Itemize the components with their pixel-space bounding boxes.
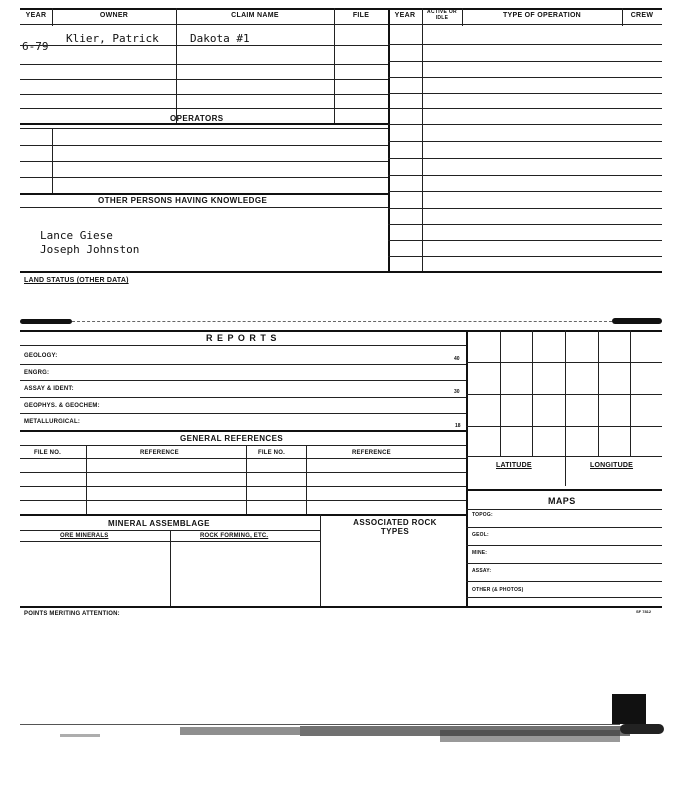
row-line bbox=[20, 413, 466, 414]
entry-year: 6-79 bbox=[22, 40, 49, 53]
row-line bbox=[466, 581, 662, 582]
row-line bbox=[20, 345, 466, 346]
row-line bbox=[388, 158, 662, 159]
report-label-assay: ASSAY & IDENT: bbox=[24, 386, 74, 392]
row-line bbox=[466, 563, 662, 564]
longitude-label: LONGITUDE bbox=[590, 462, 634, 469]
general-references-title: GENERAL REFERENCES bbox=[180, 434, 284, 443]
header-type-of-operation: TYPE OF OPERATION bbox=[502, 12, 582, 19]
row-line bbox=[388, 208, 662, 209]
maps-other: OTHER (& PHOTOS) bbox=[472, 587, 524, 593]
section-divider bbox=[388, 8, 390, 271]
divider bbox=[176, 8, 177, 124]
scan-block bbox=[612, 694, 646, 724]
operators-rule bbox=[20, 123, 388, 125]
entry-claim-name: Dakota #1 bbox=[190, 32, 250, 45]
scan-blob bbox=[620, 724, 664, 734]
operators-title: OPERATORS bbox=[170, 114, 224, 123]
grid-line bbox=[565, 330, 566, 456]
row-line bbox=[388, 240, 662, 241]
row-line bbox=[20, 380, 466, 381]
grid-line bbox=[466, 456, 662, 457]
row-line bbox=[388, 124, 662, 125]
table-top-rule bbox=[20, 8, 662, 10]
rock-forming-label: ROCK FORMING, ETC. bbox=[200, 533, 269, 539]
grid-line bbox=[500, 330, 501, 456]
row-line bbox=[388, 224, 662, 225]
maps-topog: TOPOG: bbox=[472, 512, 493, 518]
maps-geol: GEOL: bbox=[472, 532, 489, 538]
row-line bbox=[466, 545, 662, 546]
ref-header-file-no: FILE NO. bbox=[34, 450, 61, 456]
header-claim-name: CLAIM NAME bbox=[231, 12, 279, 19]
maps-title: MAPS bbox=[548, 496, 576, 506]
maps-rule bbox=[466, 489, 662, 491]
header-file: FILE bbox=[352, 12, 370, 19]
report-number: 18 bbox=[455, 423, 461, 429]
divider bbox=[170, 530, 171, 606]
row-line bbox=[466, 509, 662, 510]
row-line bbox=[388, 77, 662, 78]
report-number: 40 bbox=[454, 356, 460, 362]
scan-noise bbox=[180, 727, 300, 735]
row-line bbox=[20, 430, 466, 432]
row-line bbox=[20, 161, 388, 162]
grid-line bbox=[466, 394, 662, 395]
report-label-engrg: ENGRG: bbox=[24, 370, 50, 376]
row-line bbox=[388, 256, 662, 257]
grid-line bbox=[630, 330, 631, 456]
table-header-rule bbox=[20, 24, 662, 25]
row-line bbox=[20, 45, 388, 46]
header-crew: CREW bbox=[630, 12, 654, 19]
knowledge-person: Joseph Johnston bbox=[40, 243, 140, 256]
grid-line bbox=[565, 456, 566, 486]
divider bbox=[246, 445, 247, 514]
scan-line bbox=[20, 724, 620, 725]
row-line bbox=[20, 94, 388, 95]
scan-smudge bbox=[20, 319, 72, 324]
row-line bbox=[20, 514, 466, 516]
row-line bbox=[20, 397, 466, 398]
row-line bbox=[388, 108, 662, 109]
row-line bbox=[20, 108, 388, 109]
ore-minerals-label: ORE MINERALS bbox=[60, 533, 109, 539]
row-line bbox=[388, 141, 662, 142]
ref-header-reference: REFERENCE bbox=[140, 450, 179, 456]
row-line bbox=[466, 597, 662, 598]
divider bbox=[320, 514, 321, 606]
grid-line bbox=[466, 426, 662, 427]
scan-noise bbox=[60, 734, 100, 737]
row-line bbox=[388, 93, 662, 94]
header-year: YEAR bbox=[25, 12, 47, 19]
maps-assay: ASSAY: bbox=[472, 568, 492, 574]
report-label-geology: GEOLOGY: bbox=[24, 353, 58, 359]
report-number: 30 bbox=[454, 389, 460, 395]
row-line bbox=[20, 364, 466, 365]
row-line bbox=[20, 177, 388, 178]
row-line bbox=[466, 527, 662, 528]
row-line bbox=[388, 175, 662, 176]
entry-owner: Klier, Patrick bbox=[66, 32, 159, 45]
divider bbox=[334, 8, 335, 124]
knowledge-person: Lance Giese bbox=[40, 229, 113, 242]
header-year-2: YEAR bbox=[394, 12, 416, 19]
latitude-label: LATITUDE bbox=[496, 462, 532, 469]
reports-bottom-rule bbox=[20, 606, 662, 608]
maps-mine: MINE: bbox=[472, 550, 488, 556]
scan-noise bbox=[440, 730, 620, 742]
row-line bbox=[388, 61, 662, 62]
form-code: SF 7812 bbox=[636, 609, 652, 614]
row-line bbox=[20, 207, 388, 208]
header-owner: OWNER bbox=[99, 12, 129, 19]
associated-rock-types-label: ASSOCIATED ROCK TYPES bbox=[353, 518, 437, 536]
row-line bbox=[20, 79, 388, 80]
divider bbox=[306, 445, 307, 514]
grid-line bbox=[598, 330, 599, 456]
grid-line bbox=[532, 330, 533, 456]
land-status-label: LAND STATUS (OTHER DATA) bbox=[24, 277, 129, 284]
table-bottom-rule bbox=[20, 271, 662, 273]
report-label-geophys: GEOPHYS. & GEOCHEM: bbox=[24, 403, 100, 409]
section-divider bbox=[466, 330, 468, 606]
divider bbox=[52, 128, 53, 193]
reports-title: R E P O R T S bbox=[206, 333, 278, 343]
header-active-or-idle: ACTIVE OR IDLE bbox=[427, 9, 457, 21]
report-label-metallurgical: METALLURGICAL: bbox=[24, 419, 81, 425]
row-line bbox=[388, 44, 662, 45]
row-line bbox=[20, 64, 388, 65]
ref-header-reference-2: REFERENCE bbox=[352, 450, 391, 456]
divider bbox=[86, 445, 87, 514]
knowledge-rule bbox=[20, 193, 388, 195]
row-line bbox=[388, 191, 662, 192]
grid-line bbox=[466, 362, 662, 363]
knowledge-title: OTHER PERSONS HAVING KNOWLEDGE bbox=[98, 196, 268, 205]
row-line bbox=[20, 128, 388, 129]
divider bbox=[422, 8, 423, 271]
scan-smudge bbox=[612, 318, 662, 324]
row-line bbox=[20, 145, 388, 146]
points-label: POINTS MERITING ATTENTION: bbox=[24, 611, 120, 617]
scan-rule bbox=[72, 321, 612, 322]
mineral-title: MINERAL ASSEMBLAGE bbox=[108, 519, 210, 528]
ref-header-file-no-2: FILE NO. bbox=[258, 450, 285, 456]
